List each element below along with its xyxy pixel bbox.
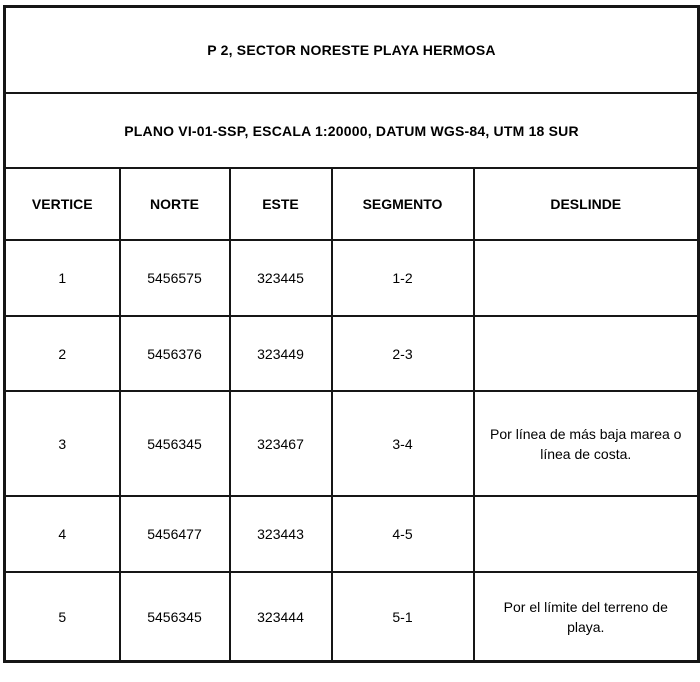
cell-segmento: 5-1 [332,572,474,662]
column-header-norte: NORTE [120,168,230,240]
cell-norte: 5456345 [120,391,230,496]
table-row [5,240,699,316]
title-row [5,7,699,94]
cell-este: 323445 [230,240,332,316]
header-row [5,168,699,240]
cell-deslinde: Por el límite del terreno de playa. [474,572,699,662]
cell-este: 323444 [230,572,332,662]
cell-segmento: 2-3 [332,316,474,391]
column-header-deslinde: DESLINDE [474,168,699,240]
cell-deslinde [474,316,699,391]
column-header-segmento: SEGMENTO [332,168,474,240]
cell-norte: 5456477 [120,496,230,572]
cell-vertice: 5 [5,572,120,662]
cell-este: 323443 [230,496,332,572]
subtitle-row [5,93,699,168]
cell-segmento: 3-4 [332,391,474,496]
cell-norte: 5456345 [120,572,230,662]
table-row [5,391,699,496]
cell-este: 323467 [230,391,332,496]
cell-este: 323449 [230,316,332,391]
table-title: P 2, SECTOR NORESTE PLAYA HERMOSA [5,7,699,94]
cell-segmento: 4-5 [332,496,474,572]
table-row [5,572,699,662]
cell-vertice: 3 [5,391,120,496]
cell-deslinde: Por línea de más baja marea o línea de costa. [474,391,699,496]
cell-vertice: 1 [5,240,120,316]
cell-deslinde [474,240,699,316]
cell-segmento: 1-2 [332,240,474,316]
table-row [5,316,699,391]
table-subtitle: PLANO VI-01-SSP, ESCALA 1:20000, DATUM WGS-84, UTM 18 SUR [5,93,699,168]
coordinates-table [3,5,700,663]
cell-norte: 5456376 [120,316,230,391]
table-row [5,496,699,572]
cell-vertice: 4 [5,496,120,572]
cell-norte: 5456575 [120,240,230,316]
cell-vertice: 2 [5,316,120,391]
cell-deslinde [474,496,699,572]
column-header-vertice: VERTICE [5,168,120,240]
column-header-este: ESTE [230,168,332,240]
